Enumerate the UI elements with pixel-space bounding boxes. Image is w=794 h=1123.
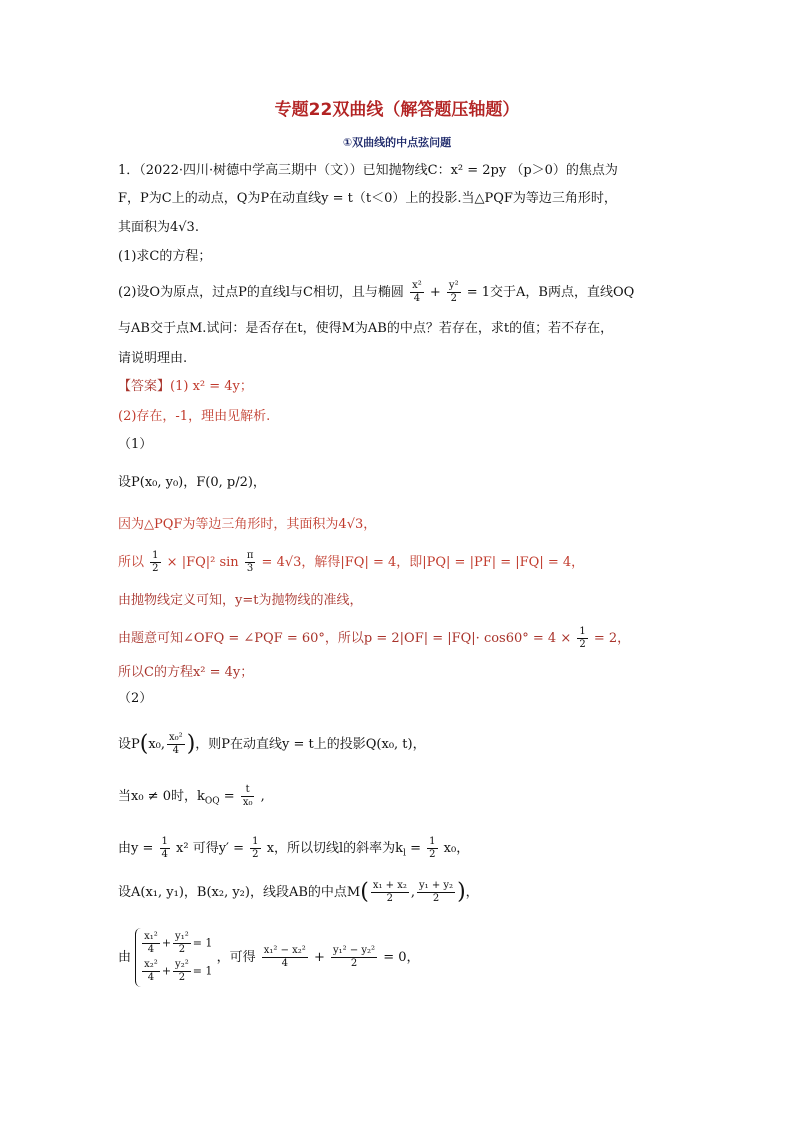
t-over-x0-frac: $\frac{t}{\text{x₀}}$ [242,784,253,808]
solution-step-3: 所以 $\frac{1}{2}$ × |FQ|² sin $\frac{\pi}{3}$ = 4√3，解得|FQ| = 4，即|PQ| = |PF| = |FQ| = 4， [118,550,585,574]
solution-step-2: 因为△PQF为等边三角形时，其面积为4√3， [118,517,377,532]
equation-system: $\frac{\text{x₁²}}{4}$ + $\frac{\text{y₁²}}{2}$ = 1 $\frac{\text{x₂²}}{4}$ + $\frac{\text{y₂²}}{2}$ = 1 [135,928,212,987]
solution-step-6: 所以C的方程x² = 4y； [118,665,254,680]
solution-part-2: （2） [118,691,153,706]
answer-1: (1) x² = 4y； [170,379,253,394]
ellipse-frac-y: $\frac{\text{y²}}{2}$ [448,280,459,304]
solution-part-1: （1） [118,437,153,452]
question-1: (1)求C的方程； [118,249,212,264]
plus-sign: + [429,285,441,300]
solution-step-10: 设A(x₁, y₁)，B(x₂, y₂)，线段AB的中点M( $\frac{\text{x₁ + x₂}}{2}$ , $\frac{\text{y₁ + y₂}}{2}$ )， [118,879,479,905]
question-2-line-3: 请说明理由. [118,351,188,366]
solution-step-4: 由抛物线定义可知，y=t为抛物线的准线， [118,593,363,608]
half-frac-2: $\frac{1}{2}$ [579,626,586,650]
x0sq-over-4-frac: $\frac{\text{x₀²}}{4}$ [169,732,183,756]
solution-step-7: 设P(x₀, $\frac{\text{x₀²}}{4}$ )，则P在动直线y = t上的投影Q(x₀, t)， [118,731,426,757]
problem-line-1: 1．（2022·四川·树德中学高三期中（文））已知抛物线C：x² = 2py （p＞0）的焦点为 [118,163,618,178]
question-2-line-1 [118,280,634,305]
diff-x-frac: $\frac{\text{x₁² − x₂²}}{4}$ [263,945,306,969]
page-title: 专题22双曲线（解答题压轴题） [274,100,520,120]
answer-line-1 [118,378,253,396]
ellipse-frac-x: $\frac{\text{x²}}{4}$ [412,280,422,304]
midpoint-x-frac: $\frac{\text{x₁ + x₂}}{2}$ [372,880,407,904]
solution-step-5: 由题意可知∠OFQ = ∠PQF = 60°，所以p = 2|OF| = |FQ|· cos60° = 4 × $\frac{1}{2}$ = 2， [118,626,631,650]
solution-step-1: 设P(x₀, y₀)，F(0, p/2)， [118,475,266,490]
problem-line-3: 其面积为4√3. [118,220,199,235]
solution-step-11: 由 $\frac{\text{x₁²}}{4}$ + $\frac{\text{y₁²}}{2}$ = 1 $\frac{\text{x₂²}}{4}$ + $\frac{\text{y₂²}}{2}$ = 1 ，可得 $\frac{\text{x₁² − x₂²}}{4}$ + $\frac{\text{y₁² − y₂²}}{2}$ = 0， [118,928,420,987]
q2-text-a: (2)设O为原点，过点P的直线l与C相切，且与椭圆 [118,285,404,300]
answer-2: (2)存在，-1，理由见解析. [118,409,271,424]
question-2-line-2: 与AB交于点M.试问：是否存在t，使得M为AB的中点？若存在，求t的值；若不存在， [118,321,614,336]
problem-line-2: F，P为C上的动点，Q为P在动直线y = t（t＜0）上的投影.当△PQF为等边三角形时， [118,191,617,206]
midpoint-y-frac: $\frac{\text{y₁ + y₂}}{2}$ [419,880,454,904]
quarter-frac: $\frac{1}{4}$ [161,836,168,860]
half-frac: $\frac{1}{2}$ [152,550,159,574]
half-frac-4: $\frac{1}{2}$ [429,836,436,860]
q2-text-b: = 1交于A，B两点，直线OQ [466,285,635,300]
section-subtitle: ①双曲线的中点弦问题 [342,136,452,149]
diff-y-frac: $\frac{\text{y₁² − y₂²}}{2}$ [332,945,376,969]
half-frac-3: $\frac{1}{2}$ [252,836,259,860]
solution-step-9: 由y = $\frac{1}{4}$ x² 可得y′ = $\frac{1}{2}$ x，所以切线l的斜率为$k_l$ = $\frac{1}{2}$ x₀， [118,836,470,860]
pi-over-3-frac: $\frac{\pi}{3}$ [246,550,254,574]
solution-step-8: 当x₀ ≠ 0时，$k_{OQ}$ = $\frac{t}{\text{x₀}}$ , [118,784,265,808]
answer-label: 【答案】 [118,379,171,394]
